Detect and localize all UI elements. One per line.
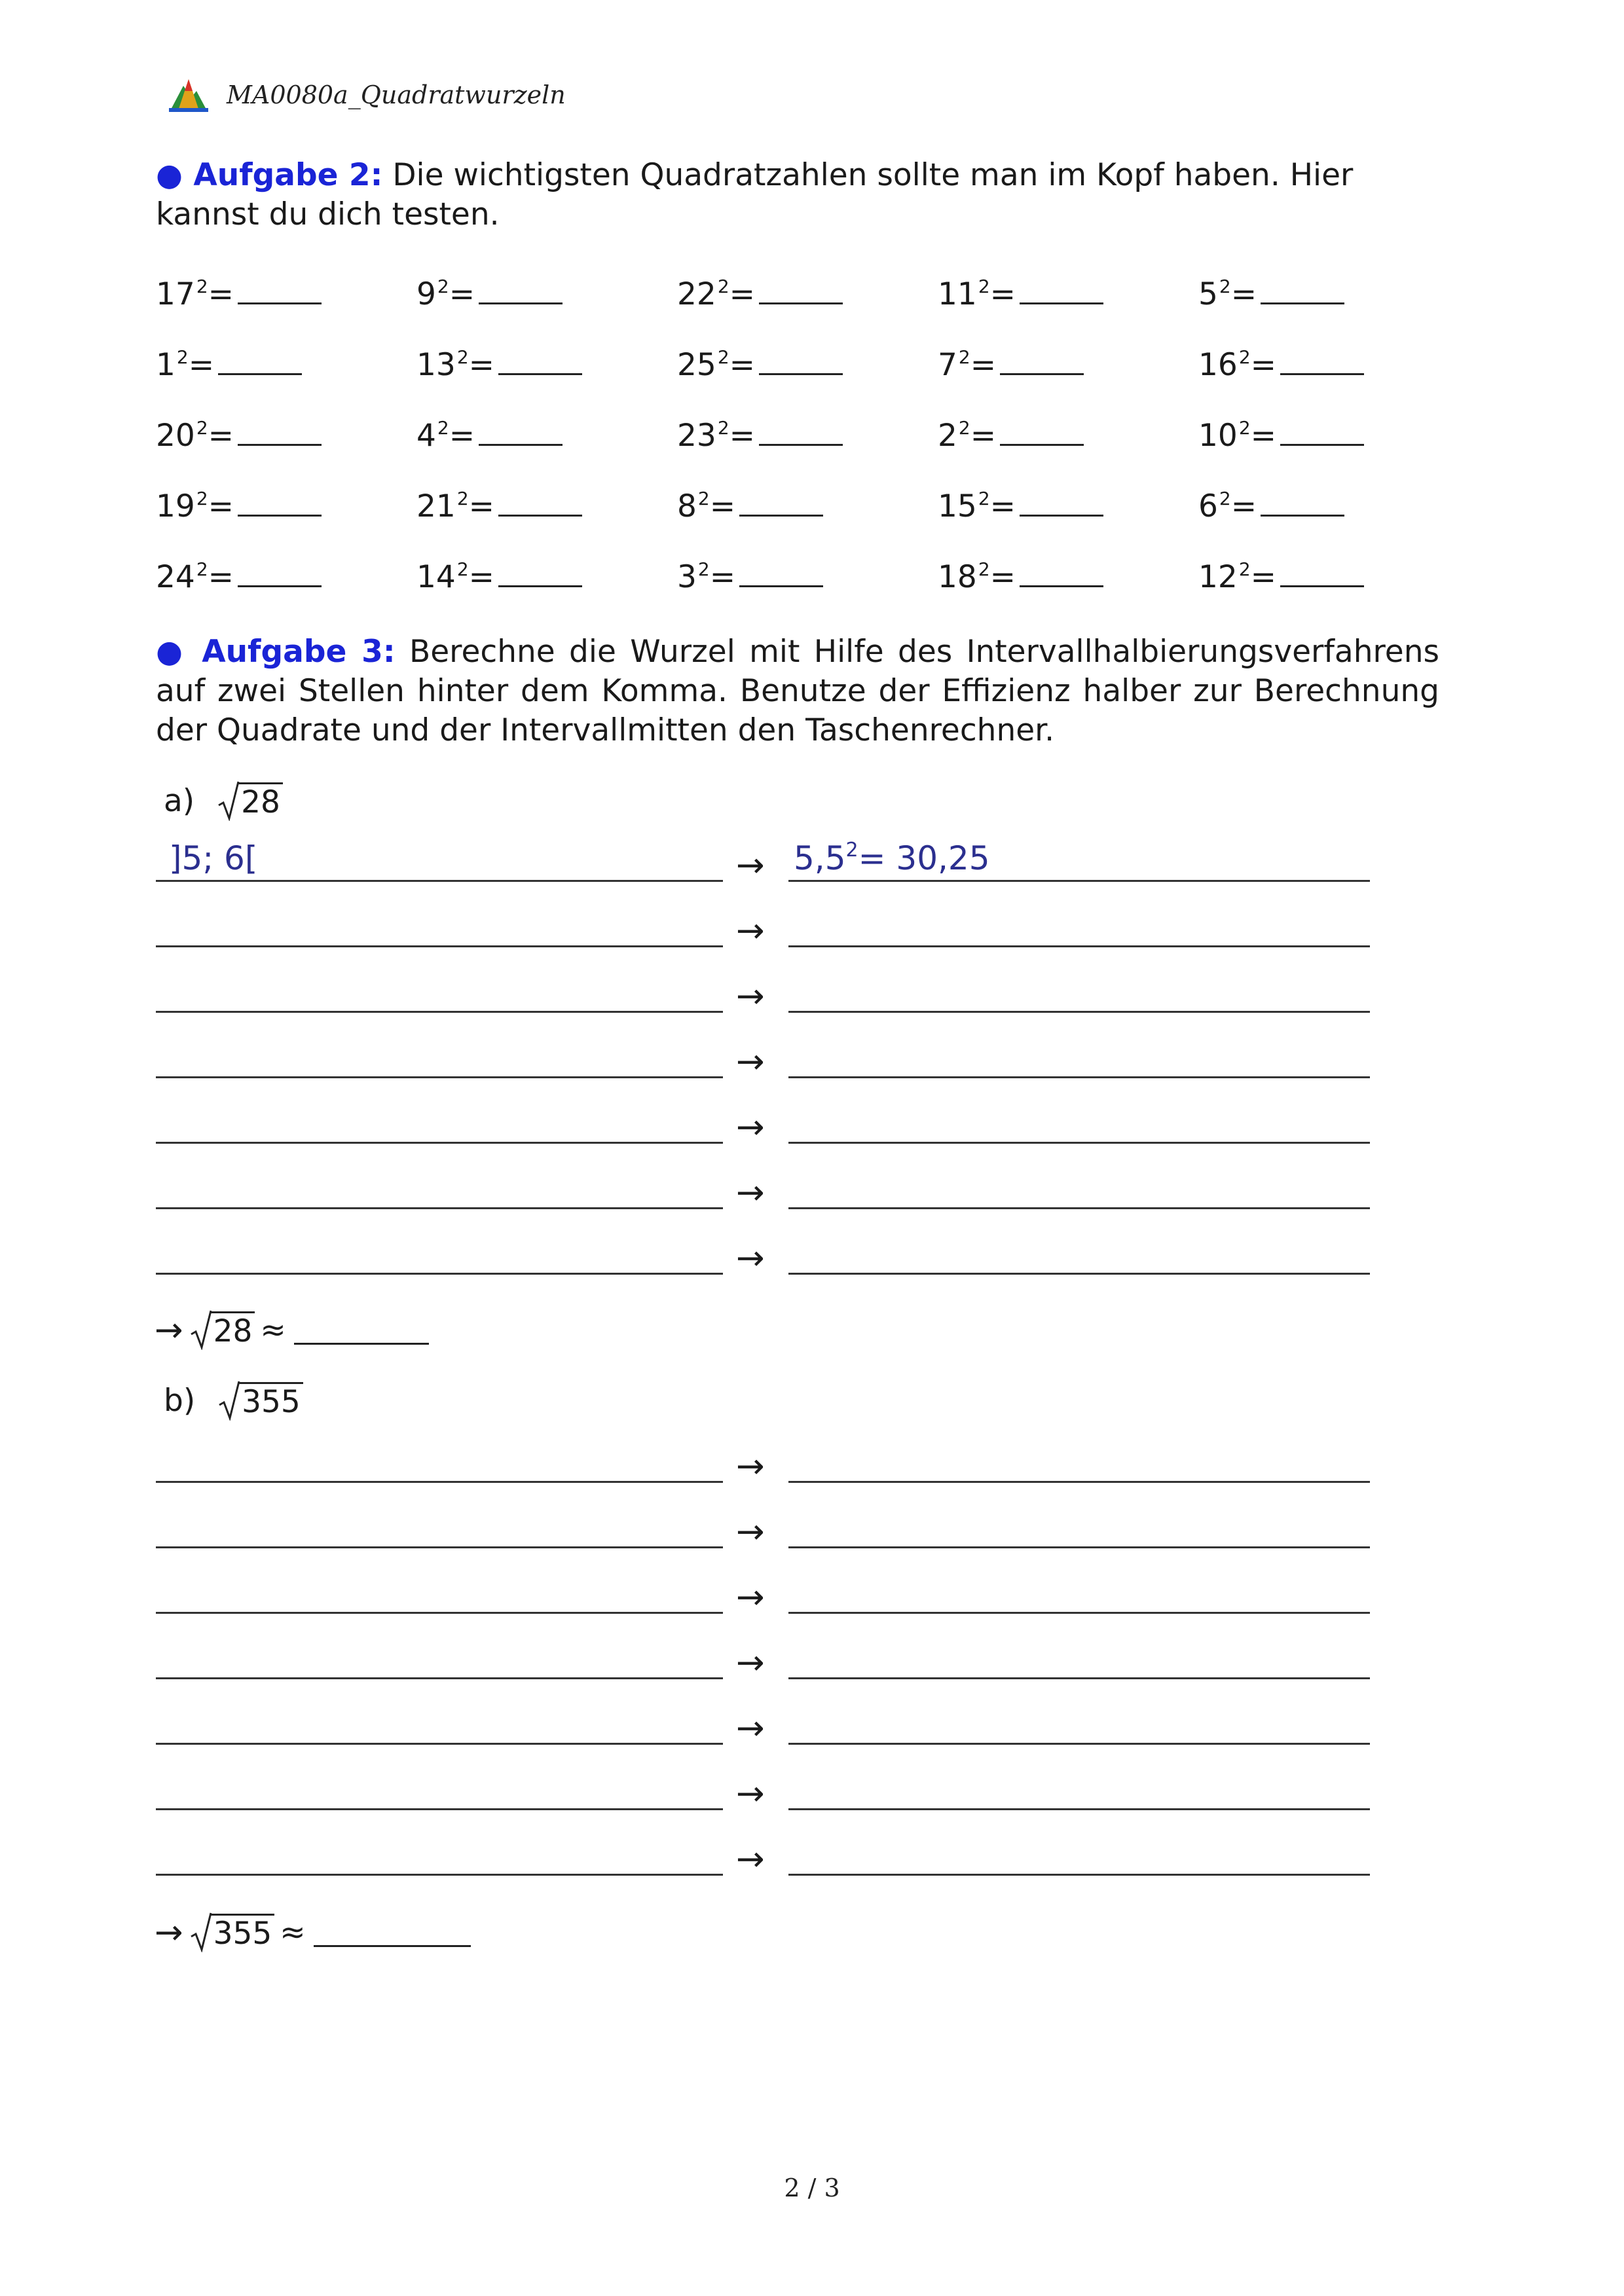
- square-item: [416, 410, 563, 466]
- answer-blank[interactable]: [218, 360, 302, 375]
- square-base: 9: [416, 276, 436, 312]
- equals-sign: =: [188, 347, 215, 383]
- square-line[interactable]: [788, 1481, 1370, 1483]
- example-interval: ]5; 6[: [169, 839, 258, 877]
- equals-sign: =: [729, 347, 756, 383]
- interval-line[interactable]: [156, 1481, 723, 1483]
- square-exponent: 2: [978, 558, 990, 580]
- square-exponent: 2: [456, 346, 469, 368]
- square-exponent: 2: [196, 558, 208, 580]
- example-exponent: 2: [845, 839, 858, 862]
- square-base: 12: [1198, 559, 1238, 595]
- arrow-icon: →: [736, 1239, 765, 1278]
- square-line[interactable]: [788, 1612, 1370, 1614]
- square-base: 25: [677, 347, 716, 383]
- square-item: [416, 339, 582, 395]
- arrow-icon: →: [736, 1173, 765, 1212]
- square-item: [938, 481, 1103, 537]
- answer-blank[interactable]: [238, 501, 322, 517]
- part-a-letter: a): [164, 783, 195, 819]
- aufgabe-2-instruction: [156, 156, 1439, 234]
- sqrt-icon: [190, 1912, 212, 1952]
- square-exponent: 2: [1238, 558, 1251, 580]
- square-exponent: 2: [1219, 276, 1231, 297]
- document-title: MA0080a_Quadratwurzeln: [227, 81, 566, 109]
- square-line[interactable]: [788, 1874, 1370, 1876]
- example-result: = 30,25: [858, 839, 990, 877]
- interval-line[interactable]: [156, 1011, 723, 1013]
- equals-sign: =: [1250, 559, 1277, 595]
- square-base: 2: [938, 418, 957, 454]
- square-exponent: 2: [1219, 488, 1231, 509]
- answer-blank[interactable]: [1020, 289, 1103, 304]
- equals-sign: =: [468, 347, 495, 383]
- equals-sign: =: [1230, 488, 1257, 524]
- result-b-radicand: 355: [211, 1914, 275, 1952]
- square-item: [156, 410, 322, 466]
- arrow-icon: →: [736, 1774, 765, 1813]
- sqrt-355: [218, 1380, 303, 1421]
- square-exponent: 2: [697, 488, 710, 509]
- square-item: [938, 551, 1103, 608]
- square-exponent: 2: [437, 417, 449, 439]
- interval-line[interactable]: [156, 880, 723, 882]
- radicand-355: 355: [239, 1382, 303, 1421]
- interval-line[interactable]: [156, 1546, 723, 1548]
- answer-blank[interactable]: [1000, 431, 1084, 446]
- equals-sign: =: [208, 276, 234, 312]
- square-item: [156, 481, 322, 537]
- square-base: 5: [1198, 276, 1218, 312]
- equals-sign: =: [989, 559, 1016, 595]
- part-b-label: [164, 1380, 303, 1421]
- arrow-icon: →: [736, 1643, 765, 1683]
- square-base: 8: [677, 488, 697, 524]
- square-base: 15: [938, 488, 977, 524]
- result-a-radicand: 28: [211, 1311, 255, 1350]
- aufgabe-3-text: Berechne die Wurzel mit Hilfe des Intervallhalbierungsverfahrens auf zwei Stellen hinter dem Komma. Benutze der Effizienz halber zur Berechnung der Quadrate und der Intervallmitten den Taschenrechner.: [156, 634, 1439, 748]
- answer-blank[interactable]: [1261, 289, 1344, 304]
- square-item: [1198, 410, 1364, 466]
- result-b-blank[interactable]: [314, 1945, 471, 1947]
- mountain-logo-icon: [168, 77, 210, 113]
- answer-blank[interactable]: [1020, 572, 1103, 587]
- square-line[interactable]: [788, 1273, 1370, 1275]
- arrow-icon: →: [736, 1108, 765, 1147]
- square-exponent: 2: [176, 346, 189, 368]
- square-base: 7: [938, 347, 957, 383]
- square-base: 23: [677, 418, 716, 454]
- square-line[interactable]: [788, 1808, 1370, 1810]
- square-base: 10: [1198, 418, 1238, 454]
- square-exponent: 2: [717, 276, 729, 297]
- answer-blank[interactable]: [1280, 572, 1364, 587]
- result-a-approx: ≈: [260, 1312, 286, 1348]
- square-exponent: 2: [978, 488, 990, 509]
- interval-line[interactable]: [156, 1142, 723, 1144]
- square-line[interactable]: [788, 1011, 1370, 1013]
- square-base: 3: [677, 559, 697, 595]
- equals-sign: =: [729, 276, 756, 312]
- square-item: [938, 339, 1084, 395]
- interval-line[interactable]: [156, 1808, 723, 1810]
- arrow-icon: →: [736, 1709, 765, 1748]
- equals-sign: =: [468, 559, 495, 595]
- result-a-blank[interactable]: [294, 1343, 429, 1345]
- arrow-icon: →: [736, 1447, 765, 1486]
- interval-line[interactable]: [156, 1743, 723, 1745]
- answer-blank[interactable]: [739, 501, 823, 517]
- square-line[interactable]: [788, 1142, 1370, 1144]
- square-line[interactable]: [788, 1207, 1370, 1209]
- square-exponent: 2: [717, 417, 729, 439]
- square-item: [677, 410, 843, 466]
- result-b: [155, 1912, 471, 1952]
- square-exponent: 2: [978, 276, 990, 297]
- aufgabe-2-text: Die wichtigsten Quadratzahlen sollte man im Kopf haben. Hier kannst du dich testen.: [156, 157, 1354, 232]
- square-base: 13: [416, 347, 456, 383]
- part-a-label: [164, 780, 283, 821]
- square-exponent: 2: [958, 346, 970, 368]
- square-base: 4: [416, 418, 436, 454]
- equals-sign: =: [970, 418, 997, 454]
- interval-line[interactable]: [156, 1677, 723, 1679]
- square-item: [156, 268, 322, 325]
- answer-blank[interactable]: [1020, 501, 1103, 517]
- square-exponent: 2: [717, 346, 729, 368]
- result-a-arrow: →: [155, 1311, 183, 1350]
- arrow-icon: →: [736, 1512, 765, 1552]
- answer-blank[interactable]: [739, 572, 823, 587]
- square-exponent: 2: [196, 276, 208, 297]
- square-base: 24: [156, 559, 195, 595]
- square-item: [1198, 551, 1364, 608]
- sqrt-icon: [218, 1380, 240, 1421]
- square-base: 20: [156, 418, 195, 454]
- answer-blank[interactable]: [479, 431, 563, 446]
- answer-blank[interactable]: [759, 360, 843, 375]
- equals-sign: =: [989, 276, 1016, 312]
- example-square: [794, 839, 990, 877]
- square-base: 6: [1198, 488, 1218, 524]
- square-line[interactable]: [788, 1743, 1370, 1745]
- square-item: [938, 268, 1103, 325]
- answer-blank[interactable]: [1261, 501, 1344, 517]
- answer-blank[interactable]: [1000, 360, 1084, 375]
- equals-sign: =: [729, 418, 756, 454]
- equals-sign: =: [1230, 276, 1257, 312]
- square-line[interactable]: [788, 1546, 1370, 1548]
- square-item: [416, 551, 582, 608]
- result-b-sqrt: [190, 1912, 275, 1952]
- answer-blank[interactable]: [238, 431, 322, 446]
- answer-blank[interactable]: [759, 431, 843, 446]
- interval-line[interactable]: [156, 1076, 723, 1078]
- result-b-approx: ≈: [280, 1914, 306, 1950]
- square-base: 1: [156, 347, 175, 383]
- answer-blank[interactable]: [759, 289, 843, 304]
- equals-sign: =: [208, 488, 234, 524]
- square-line[interactable]: [788, 880, 1370, 882]
- square-exponent: 2: [196, 488, 208, 509]
- square-item: [938, 410, 1084, 466]
- equals-sign: =: [1250, 347, 1277, 383]
- result-b-arrow: →: [155, 1913, 183, 1952]
- square-base: 14: [416, 559, 456, 595]
- square-item: [156, 551, 322, 608]
- square-item: [677, 339, 843, 395]
- square-base: 18: [938, 559, 977, 595]
- square-base: 17: [156, 276, 195, 312]
- equals-sign: =: [468, 488, 495, 524]
- aufgabe-2-heading: ● Aufgabe 2:: [156, 157, 383, 193]
- square-item: [1198, 339, 1364, 395]
- interval-line[interactable]: [156, 1874, 723, 1876]
- square-base: 16: [1198, 347, 1238, 383]
- sqrt-28: [217, 780, 283, 821]
- square-item: [416, 268, 563, 325]
- page-number: 2 / 3: [784, 2174, 840, 2202]
- square-item: [416, 481, 582, 537]
- part-b-letter: b): [164, 1383, 196, 1419]
- sqrt-icon: [217, 780, 240, 821]
- square-exponent: 2: [456, 558, 469, 580]
- example-base: 5,5: [794, 839, 846, 877]
- equals-sign: =: [208, 559, 234, 595]
- square-item: [1198, 268, 1344, 325]
- square-item: [677, 481, 823, 537]
- square-exponent: 2: [1238, 346, 1251, 368]
- equals-sign: =: [208, 418, 234, 454]
- arrow-icon: →: [736, 911, 765, 951]
- arrow-icon: →: [736, 1840, 765, 1879]
- square-exponent: 2: [437, 276, 449, 297]
- equals-sign: =: [709, 488, 736, 524]
- answer-blank[interactable]: [498, 360, 582, 375]
- page-header: [168, 72, 566, 118]
- answer-blank[interactable]: [1280, 431, 1364, 446]
- answer-blank[interactable]: [238, 572, 322, 587]
- square-exponent: 2: [196, 417, 208, 439]
- equals-sign: =: [449, 418, 475, 454]
- square-item: [677, 268, 843, 325]
- square-exponent: 2: [1238, 417, 1251, 439]
- interval-line[interactable]: [156, 1612, 723, 1614]
- equals-sign: =: [709, 559, 736, 595]
- square-base: 22: [677, 276, 716, 312]
- square-base: 19: [156, 488, 195, 524]
- sqrt-icon: [190, 1309, 212, 1350]
- square-base: 21: [416, 488, 456, 524]
- arrow-icon: →: [736, 1578, 765, 1617]
- equals-sign: =: [1250, 418, 1277, 454]
- interval-line[interactable]: [156, 1273, 723, 1275]
- answer-blank[interactable]: [238, 289, 322, 304]
- result-a-sqrt: [190, 1309, 255, 1350]
- answer-blank[interactable]: [479, 289, 563, 304]
- answer-blank[interactable]: [498, 572, 582, 587]
- square-exponent: 2: [958, 417, 970, 439]
- equals-sign: =: [970, 347, 997, 383]
- interval-line[interactable]: [156, 945, 723, 947]
- aufgabe-3-heading: ● Aufgabe 3:: [156, 634, 396, 670]
- equals-sign: =: [989, 488, 1016, 524]
- aufgabe-3-instruction: [156, 632, 1439, 750]
- arrow-icon: →: [736, 846, 765, 885]
- result-a: [155, 1309, 429, 1350]
- square-item: [1198, 481, 1344, 537]
- equals-sign: =: [449, 276, 475, 312]
- square-exponent: 2: [456, 488, 469, 509]
- arrow-icon: →: [736, 1042, 765, 1082]
- square-line[interactable]: [788, 1076, 1370, 1078]
- radicand-28: 28: [238, 782, 283, 821]
- square-item: [156, 339, 302, 395]
- answer-blank[interactable]: [498, 501, 582, 517]
- arrow-icon: →: [736, 977, 765, 1016]
- square-line[interactable]: [788, 1677, 1370, 1679]
- square-base: 11: [938, 276, 977, 312]
- square-item: [677, 551, 823, 608]
- interval-line[interactable]: [156, 1207, 723, 1209]
- answer-blank[interactable]: [1280, 360, 1364, 375]
- square-exponent: 2: [697, 558, 710, 580]
- square-line[interactable]: [788, 945, 1370, 947]
